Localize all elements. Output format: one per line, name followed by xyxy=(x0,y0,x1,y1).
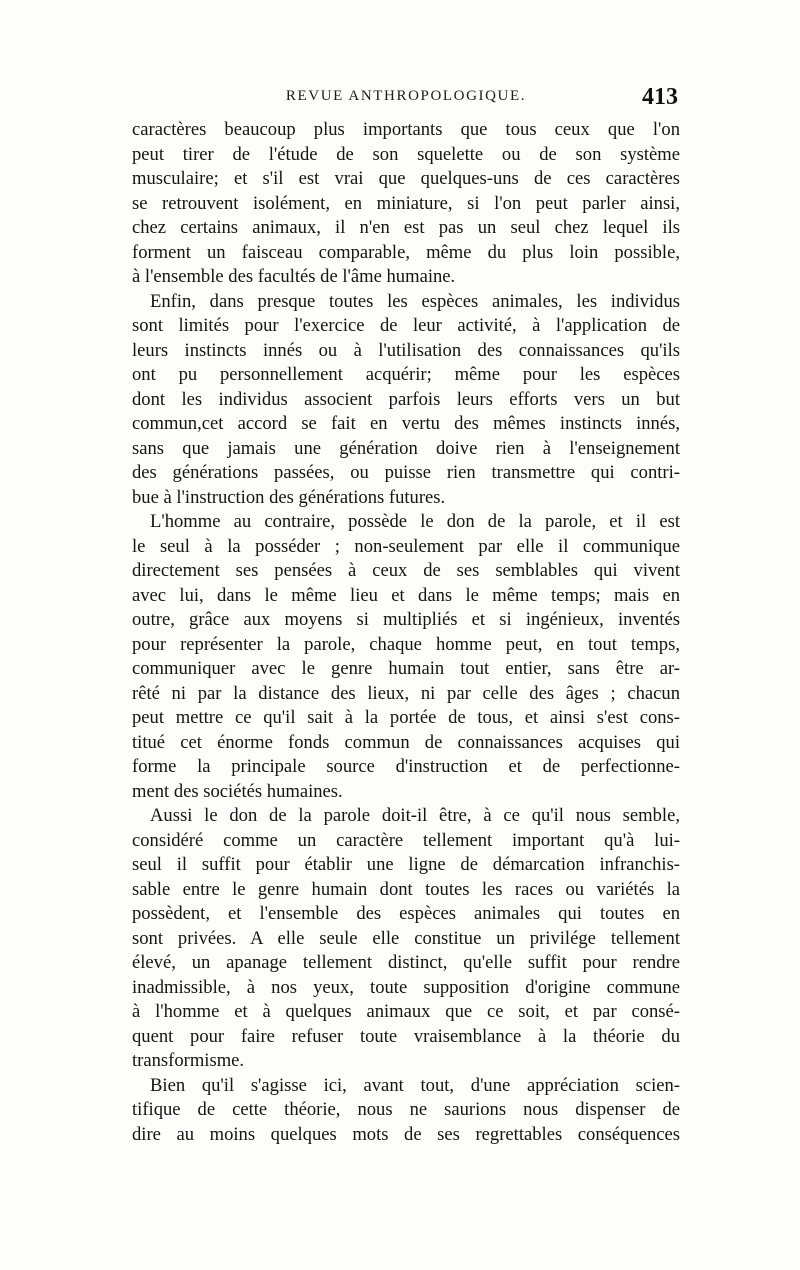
paragraph-2 xyxy=(132,290,680,511)
text-line: quent pour faire refuser toute vraisemblance à la théorie du xyxy=(132,1025,680,1047)
text-line: sont limités pour l'exercice de leur activité, à l'application de xyxy=(132,315,680,336)
text-line: musculaire; et s'il est vrai que quelques-uns de ces caractères xyxy=(132,168,680,189)
text-line: à l'homme et à quelques animaux que ce soit, et par consé- xyxy=(132,1001,680,1022)
text-line: sable entre le genre humain dont toutes les races ou variétés la xyxy=(132,878,680,900)
text-line: possèdent, et l'ensemble des espèces animales qui toutes en xyxy=(132,903,680,924)
text-line: tifique de cette théorie, nous ne saurions nous dispenser de xyxy=(132,1099,680,1120)
text-line: Enfin, dans presque toutes les espèces animales, les individus xyxy=(150,290,680,312)
text-line: directement ses pensées à ceux de ses semblables qui vivent xyxy=(132,560,680,581)
text-line: chez certains animaux, il n'en est pas un seul chez lequel ils xyxy=(132,217,680,238)
text-line: commun,cet accord se fait en vertu des mêmes instincts innés, xyxy=(132,413,680,434)
text-line: transformisme. xyxy=(132,1050,245,1071)
text-line: L'homme au contraire, possède le don de la parole, et il est xyxy=(150,511,680,532)
text-line: rêté ni par la distance des lieux, ni par celle des âges ; chacun xyxy=(132,682,680,704)
text-line: pour représenter la parole, chaque homme peut, en tout temps, xyxy=(132,633,680,655)
text-line: dire au moins quelques mots de ses regrettables conséquences xyxy=(132,1123,680,1145)
text-line: sont privées. A elle seule elle constitue un privilége tellement xyxy=(132,927,680,949)
text-line: ont pu personnellement acquérir; même pour les espèces xyxy=(132,364,680,385)
page-number: 413 xyxy=(642,84,678,110)
text-line: seul il suffit pour établir une ligne de démarcation infranchis- xyxy=(132,854,680,875)
text-line: peut mettre ce qu'il sait à la portée de tous, et ainsi s'est cons- xyxy=(132,707,680,728)
text-line: sans que jamais une génération doive rien à l'enseignement xyxy=(132,437,680,459)
text-line: considéré comme un caractère tellement important qu'à lui- xyxy=(132,829,680,851)
paragraph-5 xyxy=(132,1074,680,1148)
text-line: peut tirer de l'étude de son squelette ou de son système xyxy=(132,143,680,165)
paragraph-1 xyxy=(132,118,680,290)
page-header xyxy=(132,84,680,118)
text-line: avec lui, dans le même lieu et dans le même temps; mais en xyxy=(132,584,680,606)
text-line: caractères beaucoup plus importants que tous ceux que l'on xyxy=(132,119,680,140)
text-line: se retrouvent isolément, en miniature, si l'on peut parler ainsi, xyxy=(132,192,680,214)
text-line: Bien qu'il s'agisse ici, avant tout, d'une appréciation scien- xyxy=(150,1074,680,1096)
text-line: le seul à la posséder ; non-seulement par elle il communique xyxy=(132,535,680,557)
text-line: ment des sociétés humaines. xyxy=(132,780,343,802)
text-line: Aussi le don de la parole doit-il être, à ce qu'il nous semble, xyxy=(150,805,680,826)
paragraph-3 xyxy=(132,510,680,804)
text-line: des générations passées, ou puisse rien transmettre qui contri- xyxy=(132,462,680,483)
paragraph-4 xyxy=(132,804,680,1074)
text-line: forment un faisceau comparable, même du plus loin possible, xyxy=(132,241,680,263)
text-line: dont les individus associent parfois leurs efforts vers un but xyxy=(132,388,680,410)
text-line: titué cet énorme fonds commun de connaissances acquises qui xyxy=(132,731,680,753)
text-line: bue à l'instruction des générations futures. xyxy=(132,486,446,508)
running-title: REVUE ANTHROPOLOGIQUE. xyxy=(285,88,527,104)
text-line: à l'ensemble des facultés de l'âme humaine. xyxy=(132,266,456,287)
text-line: forme la principale source d'instruction et de perfectionne- xyxy=(132,756,680,777)
body-text xyxy=(132,118,680,1147)
text-line: leurs instincts innés ou à l'utilisation des connaissances qu'ils xyxy=(132,339,680,361)
text-line: communiquer avec le genre humain tout entier, sans être ar- xyxy=(132,658,680,679)
text-line: outre, grâce aux moyens si multipliés et si ingénieux, inventés xyxy=(132,609,680,630)
text-line: élevé, un apanage tellement distinct, qu'elle suffit pour rendre xyxy=(132,952,680,973)
text-line: inadmissible, à nos yeux, toute supposition d'origine commune xyxy=(132,976,680,998)
